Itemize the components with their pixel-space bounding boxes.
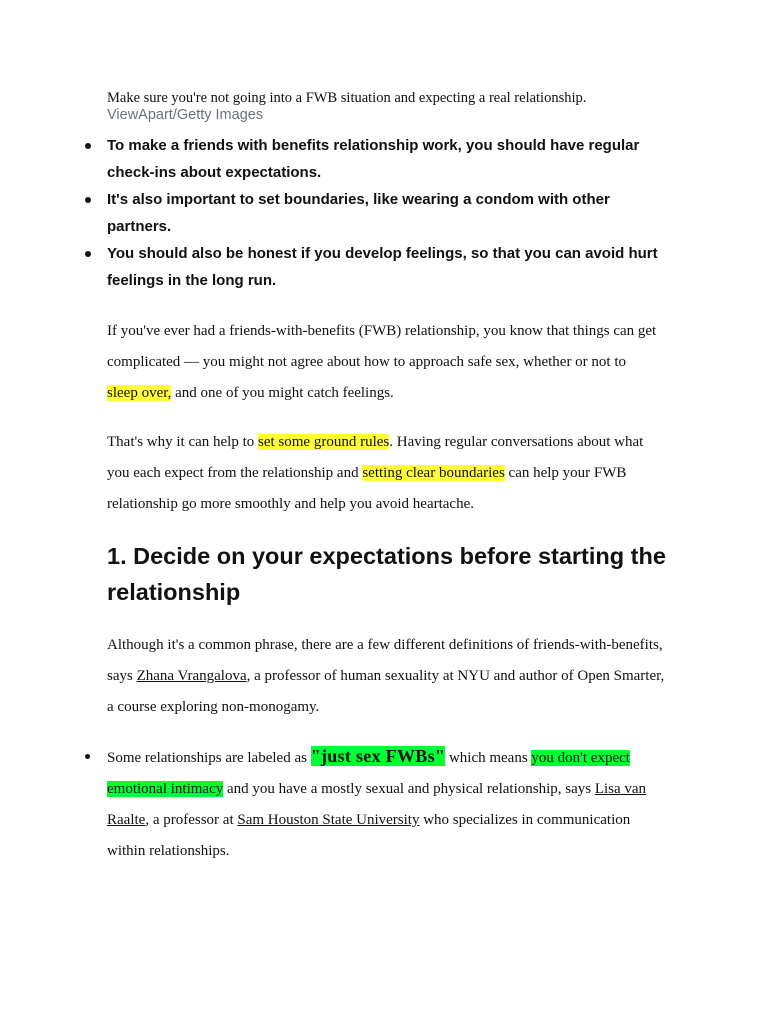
sleep-over-link[interactable]: sleep over, [107, 385, 172, 401]
intro-p2-start: That's why it can help to [107, 434, 259, 450]
intro-paragraph-2 [107, 427, 667, 520]
intro-p2-mid: . Having regular conversations about what you each expect from the relationship and [107, 434, 644, 481]
section1-p1-start: Although it's a common phrase, there are a few different definitions of friends-with-benefits, says [107, 637, 663, 684]
section1-bullet-list [107, 741, 667, 867]
intro-p2-end: can help your FWB relationship go more smoothly and help you avoid heartache. [107, 465, 627, 512]
takeaway-item: It's also important to set boundaries, like wearing a condom with other partners. [107, 186, 667, 240]
sam-houston-link[interactable]: Sam Houston State University [237, 812, 420, 828]
article-content [107, 90, 667, 867]
section1-paragraph [107, 630, 667, 723]
bullet-start: Some relationships are labeled as [107, 750, 311, 766]
just-sex-fwbs-quote: "just sex FWBs" [310, 746, 446, 766]
takeaway-item: You should also be honest if you develop feelings, so that you can avoid hurt feelings in the long run. [107, 240, 667, 294]
takeaway-item: To make a friends with benefits relationship work, you should have regular check-ins about expectations. [107, 132, 667, 186]
emotional-intimacy-highlight: you don't expect emotional intimacy [107, 750, 630, 797]
list-item [107, 741, 667, 867]
lisa-van-raalte-link[interactable]: Lisa van Raalte [107, 781, 647, 828]
bullet-mid3: , a professor at [145, 812, 238, 828]
caption-credit: ViewApart/Getty Images [107, 107, 264, 123]
intro-paragraph-1 [107, 316, 667, 409]
clear-boundaries-link[interactable]: setting clear boundaries [362, 465, 505, 481]
bullet-mid1: which means [445, 750, 532, 766]
section1-p1-end: , a professor of human sexuality at NYU and author of Open Smarter, a course exploring non-monogamy. [107, 668, 665, 715]
intro-p1-end: and one of you might catch feelings. [171, 385, 394, 401]
ground-rules-link[interactable]: set some ground rules [258, 434, 390, 450]
caption-text: Make sure you're not going into a FWB situation and expecting a real relationship. [107, 90, 587, 106]
bullet-mid2: and you have a mostly sexual and physical relationship, says [223, 781, 595, 797]
section-heading: 1. Decide on your expectations before starting the relationship [107, 543, 666, 605]
bullet-end: who specializes in communication within relationships. [107, 812, 631, 859]
image-caption [107, 90, 667, 124]
key-takeaways-list [107, 132, 667, 294]
intro-p1-text: If you've ever had a friends-with-benefits (FWB) relationship, you know that things can get complicated — you might not agree about how to approach safe sex, whether or not to [107, 323, 657, 370]
zhana-vrangalova-link[interactable]: Zhana Vrangalova [136, 668, 247, 684]
